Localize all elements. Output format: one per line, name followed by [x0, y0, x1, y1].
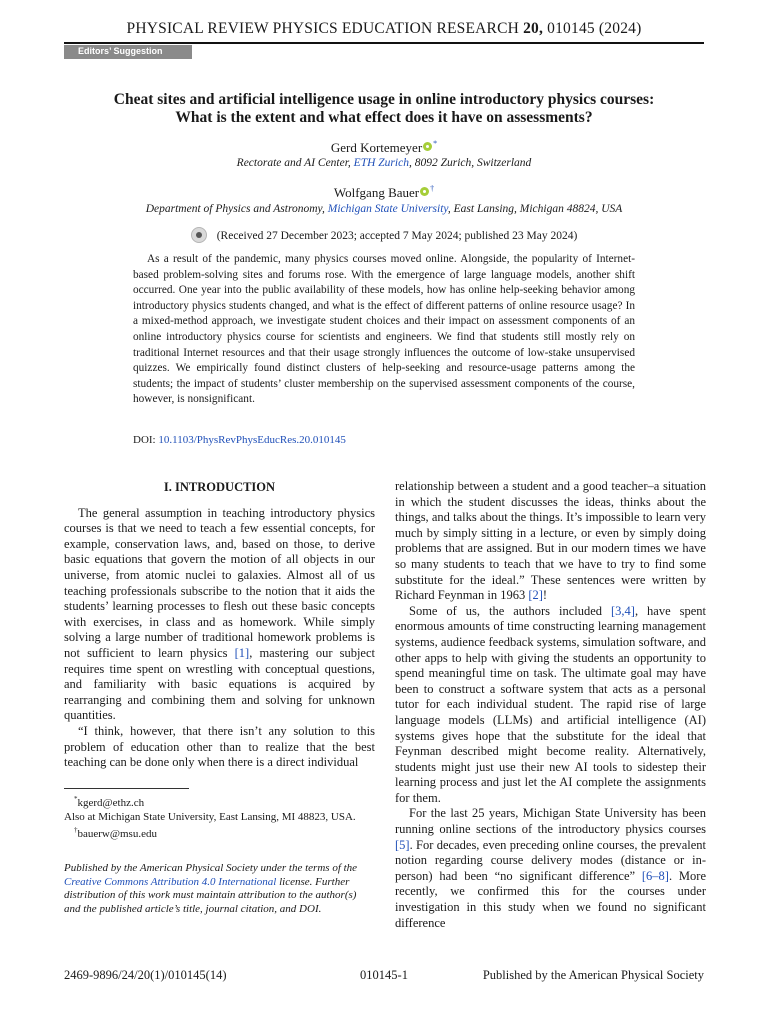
author-1 — [64, 139, 704, 156]
paragraph-text: . For decades, even preceding online courses, the prevalent notion regarding course delivery modes (distance or in-person) had been “no significant difference” — [395, 837, 706, 883]
paragraph-text: , mastering our subject requires time spent on wrestling with conceptual questions, and familiarity with basic equations is acquired by rearranging and combining them and solving for unknown quantities. — [64, 645, 375, 723]
affiliation-1 — [64, 157, 704, 169]
citation-link[interactable]: [5] — [395, 837, 410, 852]
footnote-2 — [64, 824, 375, 842]
footnote-rule — [64, 788, 189, 789]
paragraph-text: , have spent enormous amounts of time constructing learning management systems, audience feedback systems, simulation software, and other apps to help with giving the students an opportunity to spend meaningful time on task. The ultimate goal may have been to construct a software system that acts as a personal tutor for each individual student. The rapid rise of large language models (LLMs) and artificial intelligence (AI) systems gives hope that the substitute for the ideal that Feynman described might become reality. Alternatively, students might just use their new AI tools to sidestep their learning process and just let the AI complete the assignments for them. — [395, 603, 706, 805]
journal-name: PHYSICAL REVIEW PHYSICS EDUCATION RESEARCH — [126, 20, 520, 37]
citation-link[interactable]: [1] — [234, 645, 250, 660]
affiliation-text: , East Lansing, Michigan 48824, USA — [447, 203, 623, 215]
crossmark-icon[interactable] — [191, 227, 207, 243]
paragraph — [64, 506, 375, 724]
doi-link[interactable]: 10.1103/PhysRevPhysEducRes.20.010145 — [158, 434, 346, 446]
affiliation-text: Department of Physics and Astronomy, — [145, 203, 328, 215]
license-text: license. Further distribution of this work must maintain attribution to the author(s) and the published article’s title, journal citation, and DOI. — [64, 875, 357, 915]
right-column — [395, 479, 706, 931]
footer-publisher: Published by the American Physical Society — [482, 968, 704, 982]
license-link[interactable]: Creative Commons Attribution 4.0 International — [64, 875, 277, 888]
footnote-email[interactable]: bauerw@msu.edu — [77, 828, 157, 840]
journal-volume: 20, — [523, 20, 544, 37]
paragraph-text: Some of us, the authors included — [409, 603, 612, 618]
section-title: I. INTRODUCTION — [163, 480, 276, 494]
footnote-marker: † — [74, 826, 78, 834]
paragraph-text: The general assumption in teaching introductory physics courses is that we need to teach a few essential concepts, for example, conservation laws, and, based on those, to derive basic equations that govern the motion of all objects in our universe, from atomic nuclei to galaxies. Almost all of us teaching professionals subscribe to the notion that it aids the students’ learning processes to flesh out these basic concepts with exercises, in class and as homework. While simply solving a large number of traditional homework problems is not sufficient to learn physics — [64, 505, 375, 660]
license-text: Published by the American Physical Society under the terms of the — [64, 862, 358, 874]
paragraph-text: For the last 25 years, Michigan State University has been running online sections of the introductory physics courses — [395, 806, 706, 837]
paragraph — [395, 479, 706, 604]
footnote-1 — [64, 793, 375, 811]
affiliation-link[interactable]: Michigan State University — [327, 203, 448, 215]
footnotes — [64, 793, 375, 842]
paragraph: “I think, however, that there isn’t any solution to this problem of education other than to realize that the best teaching can be done only when there is a direct individual — [64, 723, 375, 770]
author-name: Gerd Kortemeyer — [330, 140, 423, 155]
footnote-marker: * — [74, 795, 78, 803]
citation-link[interactable]: [6–8] — [641, 868, 669, 883]
author-2 — [64, 184, 704, 201]
doi — [133, 434, 346, 446]
abstract: As a result of the pandemic, many physics courses moved online. Alongside, the popularity of Internet-based problem-solving sites and forums rose. With the emergence of large language models, another shift occurred. One year into the public availability of these models, how has online help-seeking behavior among introductory physics students changed, and what is the effect of different patterns of online resource usage? In a mixed-method approach, we investigate student choices and their impact on assessment components of an online introductory physics course for scientists and engineers. We find that students still mostly rely on traditional Internet resources and that their usage strongly influences the outcome of low-stake unsupervised quizzes. We empirically found distinct clusters of help-seeking and resource-usage patterns among the students; the impact of students’ cluster membership on the supervised assessment components of the course, however, is nonsignificant. — [133, 253, 635, 406]
paragraph — [395, 806, 706, 931]
footer-issn: 2469-9896/24/20(1)/010145(14) — [64, 968, 227, 982]
footer-page-number: 010145-1 — [360, 968, 408, 982]
doi-label: DOI: — [133, 434, 159, 446]
orcid-icon[interactable] — [420, 187, 429, 196]
title-line-2: What is the extent and what effect does it have on assessments? — [175, 109, 593, 126]
article-title — [64, 91, 704, 127]
title-line-1: Cheat sites and artificial intelligence usage in online introductory physics courses: — [113, 91, 655, 108]
header-rule — [64, 42, 704, 44]
author-name: Wolfgang Bauer — [333, 185, 420, 200]
editors-suggestion-badge: Editors’ Suggestion — [64, 45, 192, 59]
left-column — [64, 478, 375, 771]
received-text: (Received 27 December 2023; accepted 7 May 2024; published 23 May 2024) — [216, 230, 578, 242]
citation-link[interactable]: [2] — [528, 588, 543, 603]
footnote-mark[interactable]: † — [430, 184, 435, 193]
paragraph-text: . More recently, we confirmed this for the courses under investigation in this study when we found no significant difference — [395, 868, 706, 930]
received-dates — [64, 227, 704, 243]
affiliation-link[interactable]: ETH Zurich — [353, 157, 409, 169]
paragraph-text: ! — [542, 588, 548, 603]
citation-link[interactable]: [3,4] — [611, 603, 635, 618]
footnote-also: Also at Michigan State University, East Lansing, MI 48823, USA. — [64, 810, 356, 823]
affiliation-text: Rectorate and AI Center, — [236, 157, 354, 169]
paragraph-text: relationship between a student and a good teacher–a situation in which the student discusses the ideas, thinks about the things, and talks about the things. It’s impossible to learn very much by simply sitting in a lecture, or even by simply doing problems that are assigned. But in our modern times we have so many students to teach that we have to try to find some substitute for the ideal.” These sentences were written by Richard Feynman in 1963 — [395, 479, 706, 603]
footnote-email[interactable]: kgerd@ethz.ch — [77, 797, 145, 809]
footnote-mark[interactable]: * — [433, 139, 438, 148]
paragraph — [395, 604, 706, 807]
affiliation-text: , 8092 Zurich, Switzerland — [408, 157, 532, 169]
article-year: 010145 (2024) — [547, 20, 642, 37]
journal-header — [64, 20, 704, 38]
license-statement — [64, 862, 375, 916]
orcid-icon[interactable] — [423, 142, 432, 151]
affiliation-2 — [64, 203, 704, 215]
